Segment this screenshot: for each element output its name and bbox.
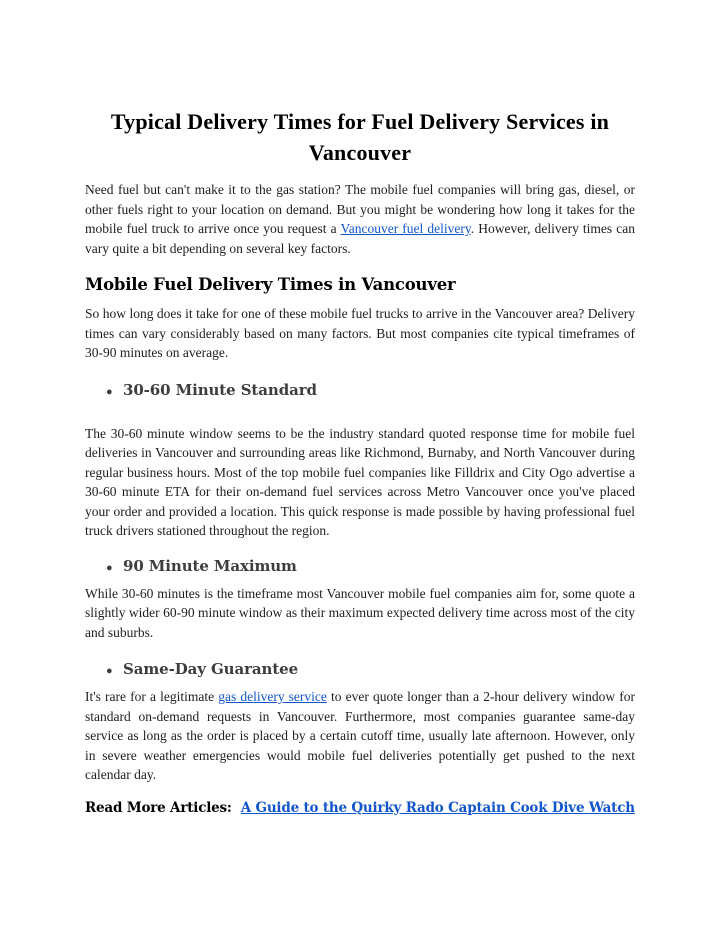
bullet-heading-30-60-standard: 30-60 Minute Standard [123,380,317,399]
section-intro-paragraph: So how long does it take for one of these mobile fuel trucks to arrive in the Vancouver area? Delivery times can vary considerably based on many factors. But most companies cite typical timeframes of 30-90 minutes on average. [85,306,635,360]
read-more-label: Read More Articles: [85,799,232,816]
guarantee-text-before: It's rare for a legitimate [85,689,219,704]
bullet-icon: ● [106,385,113,398]
paragraph-30-60-standard: The 30-60 minute window seems to be the industry standard quoted response time for mobile fuel deliveries in Vancouver and surrounding areas like Richmond, Burnaby, and North Vancouver during regular business hours. Most of the top mobile fuel companies like Filldrix and City Ogo advertise a 30-60 minute ETA for their on-demand fuel services across Metro Vancouver once you've placed your order and provided a location. This quick response is made possible by having professional fuel truck drivers stationed throughout the region. [85,425,635,538]
intro-paragraph [85,180,635,258]
bullet-item-90-minute-maximum [85,556,635,578]
bullet-item-30-60-standard [85,380,635,402]
page-title: Typical Delivery Times for Fuel Delivery Services in Vancouver [110,109,610,165]
intro-text-after: . However, delivery times can vary quite a bit depending on several key factors. [85,221,635,256]
vancouver-fuel-delivery-link[interactable]: Vancouver fuel delivery [340,221,471,236]
bullet-icon: ● [106,665,113,677]
read-more-row [85,798,635,818]
bullet-heading-90-minute-maximum: 90 Minute Maximum [123,556,297,575]
guarantee-text-after: to ever quote longer than a 2-hour delivery window for standard on-demand requests in Vancouver. Furthermore, most companies guarantee same-day service as long as the order is placed by a certain cutoff time, usually late afternoon. However, only in severe weather emergencies would mobile fuel deliveries potentially get pushed to the next calendar day. [85,689,636,782]
bullet-heading-same-day-guarantee: Same-Day Guarantee [123,660,299,678]
paragraph-90-minute-maximum: While 30-60 minutes is the timeframe most Vancouver mobile fuel companies aim for, some quote a slightly wider 60-90 minute window as their maximum expected delivery time across most of the city and suburbs. [85,585,635,640]
bullet-item-same-day-guarantee [85,659,635,681]
bullet-icon: ● [106,561,113,574]
read-more-article-link[interactable]: A Guide to the Quirky Rado Captain Cook Dive Watch [240,799,635,816]
gas-delivery-service-link[interactable]: gas delivery service [218,689,327,704]
intro-text-before: Need fuel but can't make it to the gas station? The mobile fuel companies will bring gas, diesel, or other fuels right to your location on demand. But you might be wondering how long it takes for the mobile fuel truck to arrive once you request a [85,182,635,236]
paragraph-same-day-guarantee [85,687,635,785]
section-heading: Mobile Fuel Delivery Times in Vancouver [85,275,456,294]
